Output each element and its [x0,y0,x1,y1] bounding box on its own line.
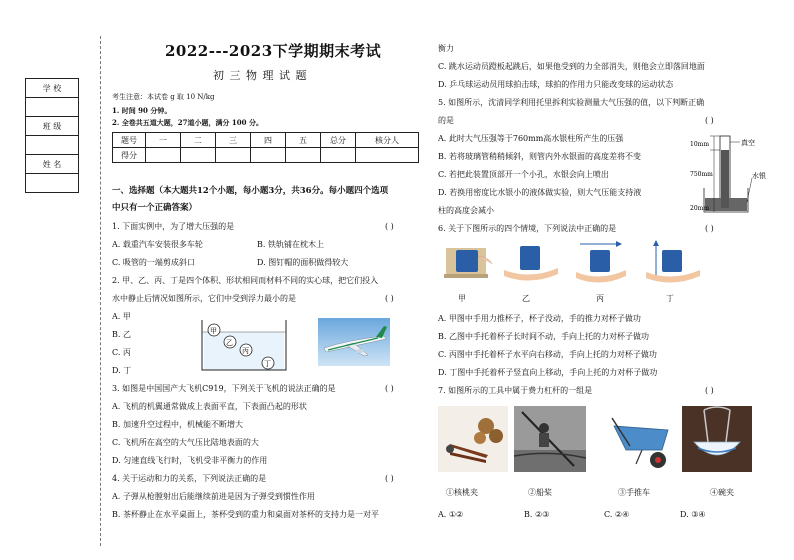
score-cell[interactable] [251,148,286,163]
label-10mm: 10mm [690,141,710,148]
q6-caption-yi: 乙 [522,294,530,303]
label-750mm: 750mm [690,171,713,178]
q1-answer-paren[interactable]: ( ) [385,222,394,231]
score-header: 四 [251,133,286,148]
q2-option-d: D. 丁 [112,366,132,375]
scene-bing [576,241,626,283]
q5-answer-paren[interactable]: ( ) [705,116,714,125]
score-header: 题号 [113,133,146,148]
q5-option-a: A. 此时大气压强等于760mm高水银柱所产生的压强 [438,134,624,143]
section1-heading-2: 中只有一个正确答案） [112,203,198,213]
q3-option-b: B. 加速升空过程中，机械能不断增大 [112,420,243,429]
q6-option-a: A. 甲图中手用力推杯子，杯子没动，手的推力对杯子做功 [438,314,641,323]
q4-answer-paren[interactable]: ( ) [385,474,394,483]
class-label: 班 级 [26,117,79,136]
label-vacuum: 真空 [741,139,755,147]
label-mercury: 水银 [752,172,766,180]
score-cell[interactable] [146,148,181,163]
q6-cup-scenes [440,240,710,300]
score-header: 三 [216,133,251,148]
page-subtitle: 初 三 物 理 试 题 [213,69,308,82]
ball-yi [224,336,236,348]
note-line: 考生注意：本试卷 g 取 10 N/kg [112,93,215,101]
q4-option-b: B. 茶杯静止在水平桌面上，茶杯受到的重力和桌面对茶杯的支持力是一对平 [112,510,379,519]
q6-caption-bing: 丙 [596,294,604,303]
q7-option-b: B. ②③ [524,510,550,519]
note-2: 2. 全卷共五道大题，27道小题，满分 100 分。 [112,118,263,127]
student-info-table [25,78,79,193]
q2-option-b: B. 乙 [112,330,131,339]
label-20mm: 20mm [690,205,710,212]
binding-line [100,36,101,546]
q5-option-d-cont: 柱的高度会减小 [438,206,494,215]
score-cell[interactable] [216,148,251,163]
q5-option-c: C. 若把此装置顶部开一个小孔，水银会向上喷出 [438,170,609,179]
q5-option-d: D. 若换用密度比水银小的液体做实验，则大气压能支持液 [438,188,642,197]
name-field[interactable] [26,174,79,193]
q7-stem: 7. 如图所示的工具中属于费力杠杆的一组是 [438,386,593,395]
nutcracker-image [438,406,508,472]
q2-stem-2: 水中静止后情况如图所示，它们中受到浮力最小的是 [112,294,296,303]
q4-option-c: C. 跳水运动员蹬板起跳后，如果他受到的力全部消失，则他会立即落回地面 [438,62,705,71]
q7-option-d: D. ③④ [680,510,706,519]
q6-answer-paren[interactable]: ( ) [705,224,714,233]
score-cell[interactable] [181,148,216,163]
q6-option-d: D. 丁图中手托着杯子竖直向上移动，手向上托的力对杯子做功 [438,368,658,377]
q3-option-a: A. 飞机的机翼通常做成上表面平直，下表面凸起的形状 [112,402,307,411]
score-header: 核分人 [356,133,419,148]
score-row-label: 得分 [113,148,146,163]
boat-oar-image [514,406,586,472]
q2-option-c: C. 丙 [112,348,131,357]
q5-option-b: B. 若将玻璃管稍稍倾斜，则管内外水银面的高度差将不变 [438,152,641,161]
q3-answer-paren[interactable]: ( ) [385,384,394,393]
q5-stem-2: 的是 [438,116,454,125]
score-cell[interactable] [321,148,356,163]
page-title: 2022---2023下学期期末考试 [165,42,382,60]
q2-option-a: A. 甲 [112,312,131,321]
q4-option-b-cont: 衡力 [438,44,454,53]
score-cell[interactable] [356,148,419,163]
q2-answer-paren[interactable]: ( ) [385,294,394,303]
score-header: 总分 [321,133,356,148]
q1-option-b: B. 铁轨铺在枕木上 [257,240,324,249]
scene-jia [444,248,492,278]
scene-yi [504,246,558,281]
score-header: 一 [146,133,181,148]
q6-option-c: C. 丙图中手托着杯子水平向右移动，手向上托的力对杯子做功 [438,350,657,359]
svg-text:甲: 甲 [210,327,217,335]
q3-stem: 3. 如图是中国国产大飞机C919，下列关于飞机的说法正确的是 [112,384,336,393]
svg-text:丙: 丙 [242,347,249,355]
q7-caption-2: ②船桨 [528,488,552,497]
torricelli-tube-figure [690,132,780,218]
q6-caption-ding: 丁 [666,294,674,303]
q6-stem: 6. 关于下图所示的四个情境，下列说法中正确的是 [438,224,617,233]
score-header: 二 [181,133,216,148]
q7-caption-4: ④碗夹 [710,488,734,497]
q1-stem: 1. 下面实例中，为了增大压强的是 [112,222,235,231]
scene-ding [646,240,700,283]
q2-stem-1: 2. 甲、乙、丙、丁是四个体积、形状相同而材料不同的实心球，把它们投入 [112,276,379,285]
q2-water-figure [200,318,288,372]
q7-caption-1: ①核桃夹 [446,488,478,497]
q7-caption-3: ③手推车 [618,488,650,497]
name-label: 姓 名 [26,155,79,174]
score-header: 五 [286,133,321,148]
c919-airplane-image [318,318,390,366]
bowl-tongs-image [682,406,752,472]
q7-option-a: A. ①② [438,510,464,519]
note-1: 1. 时间 90 分钟。 [112,106,172,115]
q1-option-d: D. 图钉帽的面积做得较大 [257,258,349,267]
q7-answer-paren[interactable]: ( ) [705,386,714,395]
q1-option-a: A. 载重汽车安装很多车轮 [112,240,203,249]
q5-stem: 5. 如图所示，沈清同学利用托里拆利实验测量大气压强的值，以下判断正确 [438,98,705,107]
q3-option-d: D. 匀速直线飞行时，飞机受非平衡力的作用 [112,456,268,465]
score-cell[interactable] [286,148,321,163]
q4-option-d: D. 乒乓球运动员用球拍击球，球拍的作用力只能改变球的运动状态 [438,80,674,89]
school-field[interactable] [26,98,79,117]
ball-jia [208,324,220,336]
ball-ding [262,357,274,369]
q6-caption-jia: 甲 [458,294,466,303]
school-label: 学 校 [26,79,79,98]
q6-option-b: B. 乙图中手托着杯子长时间不动，手向上托的力对杯子做功 [438,332,649,341]
wheelbarrow-image [606,406,678,472]
q4-option-a: A. 子弹从枪膛射出后能继续前进是因为子弹受到惯性作用 [112,492,315,501]
svg-text:乙: 乙 [226,339,233,347]
svg-text:丁: 丁 [264,360,271,368]
class-field[interactable] [26,136,79,155]
ball-bing [240,344,252,356]
score-table [112,132,419,163]
q3-option-c: C. 飞机所在高空的大气压比陆地表面的大 [112,438,259,447]
q4-stem: 4. 关于运动和力的关系，下列说法正确的是 [112,474,267,483]
q7-option-c: C. ②④ [604,510,630,519]
section1-heading: 一、选择题（本大题共12个小题，每小题3分，共36分。每小题四个选项 [112,186,389,196]
q1-option-c: C. 吸管的一端剪成斜口 [112,258,195,267]
